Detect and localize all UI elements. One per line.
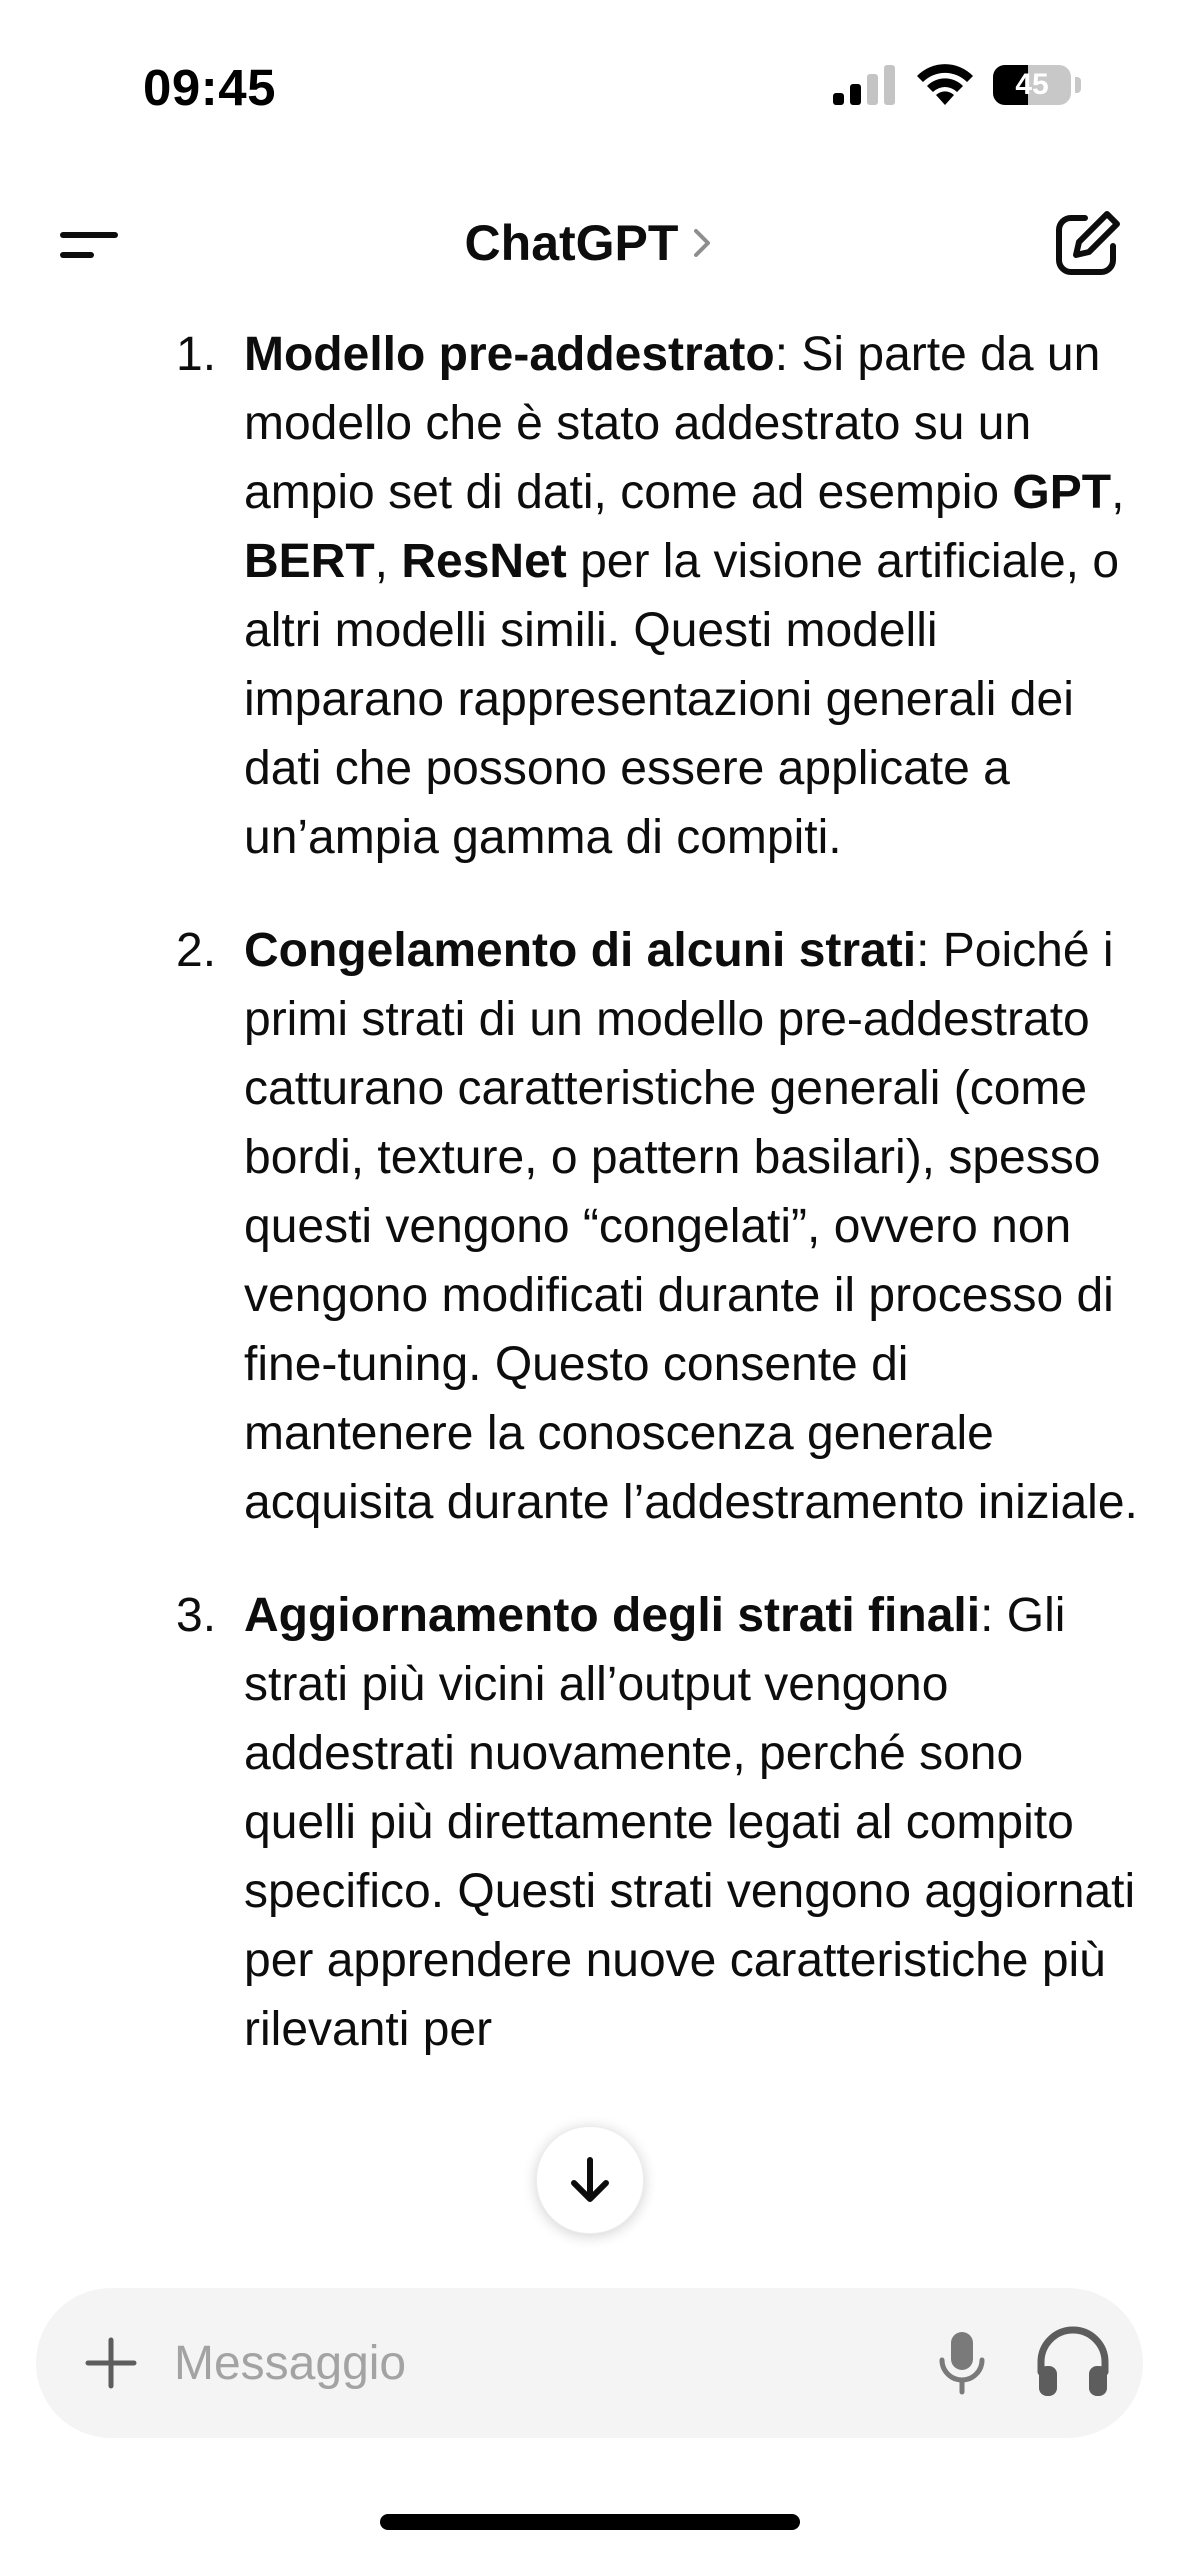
status-bar [0, 0, 1179, 170]
model-name: GPT [1012, 466, 1112, 519]
scroll-to-bottom-button[interactable] [536, 2126, 644, 2234]
chat-content [0, 320, 1179, 2260]
header-title: ChatGPT [464, 215, 679, 271]
item-text: : Poiché i primi strati di un modello pre-addestrato catturano caratteristiche generali (come bordi, texture, o pattern basilari), spesso questi vengono “congelati”, ovvero non vengono modificati durante il processo di fine-tuning. Questo consente di mantenere la conoscenza generale acquisita durante l’addestramento iniziale. [244, 924, 1138, 1529]
headphones-icon[interactable] [1031, 2320, 1115, 2404]
cellular-signal-icon [831, 63, 897, 107]
item-separator: , [1111, 466, 1125, 519]
item-text: : Si parte da un modello che è stato addestrato su un ampio set di dati, come ad esempio [244, 328, 1101, 519]
model-name: BERT [244, 535, 375, 588]
battery-icon [993, 65, 1071, 105]
answer-list [0, 320, 1179, 2064]
model-name: ResNet [401, 535, 567, 588]
message-composer [36, 2288, 1143, 2438]
arrow-down-icon [566, 2154, 614, 2206]
compose-icon[interactable] [1051, 208, 1123, 280]
item-heading: Modello pre-addestrato [244, 328, 775, 381]
microphone-icon[interactable] [924, 2324, 1000, 2400]
list-number: 1. [176, 328, 217, 381]
composer-area [0, 2250, 1179, 2556]
item-heading: Aggiornamento degli strati finali [244, 1589, 981, 1642]
item-separator: , [374, 535, 402, 588]
list-number: 2. [176, 924, 217, 977]
list-item [0, 1581, 1179, 2064]
chevron-right-icon [690, 225, 714, 261]
chat-header [0, 170, 1179, 320]
item-heading: Congelamento di alcuni strati [244, 924, 917, 977]
status-time: 09:45 [143, 59, 276, 116]
plus-icon[interactable] [80, 2332, 142, 2394]
model-selector[interactable] [0, 214, 1179, 272]
list-item [0, 320, 1179, 872]
status-icons [831, 60, 1081, 110]
item-text: per la visione artificiale, o altri modelli simili. Questi modelli imparano rappresentazioni generali dei dati che possono essere applicate a un’ampia gamma di compiti. [244, 535, 1120, 864]
item-text: : Gli strati più vicini all’output vengono addestrati nuovamente, perché sono quelli più direttamente legati al compito specifico. Questi strati vengono aggiornati per apprendere nuove caratteristiche più rilevanti per [244, 1589, 1136, 2056]
wifi-icon [915, 63, 975, 107]
battery-level: 45 [1015, 68, 1049, 101]
battery-cap [1075, 77, 1081, 93]
home-indicator [380, 2514, 800, 2530]
list-number: 3. [176, 1589, 217, 1642]
list-item [0, 916, 1179, 1537]
message-input[interactable] [174, 2318, 914, 2408]
